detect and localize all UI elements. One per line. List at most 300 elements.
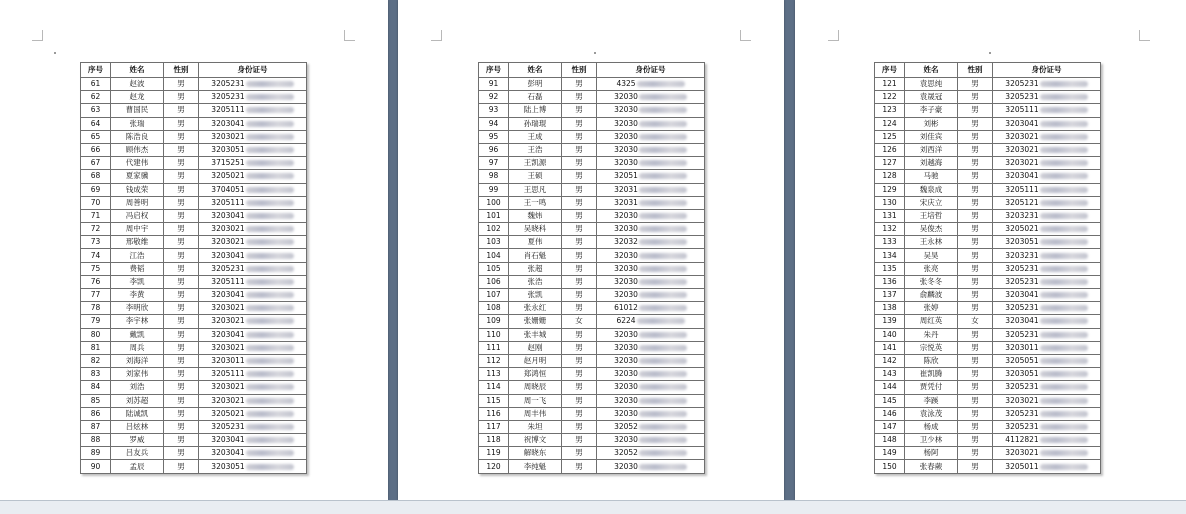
cell-id — [199, 196, 307, 209]
cell-seq: 74 — [81, 249, 111, 262]
table-row — [875, 183, 1101, 196]
table-row — [875, 368, 1101, 381]
id-prefix: 3203021 — [1005, 395, 1039, 405]
cell-name: 江浩 — [111, 249, 164, 262]
cell-name: 张亮 — [905, 262, 958, 275]
cell-sex: 男 — [164, 157, 199, 170]
cell-seq: 103 — [479, 236, 509, 249]
redacted-id-blur — [639, 226, 687, 232]
cell-id — [993, 394, 1101, 407]
table-row — [81, 289, 307, 302]
redacted-id-blur — [1040, 464, 1088, 470]
id-prefix: 3203021 — [1005, 145, 1039, 155]
cell-sex: 男 — [958, 157, 993, 170]
margin-corner-top-right — [740, 30, 751, 41]
table-row — [81, 262, 307, 275]
cell-sex: 男 — [562, 341, 597, 354]
cell-id — [199, 249, 307, 262]
redacted-id-blur — [246, 147, 294, 153]
table-row — [479, 170, 705, 183]
cell-seq: 77 — [81, 289, 111, 302]
cell-sex: 男 — [164, 170, 199, 183]
cell-name: 贾凭付 — [905, 381, 958, 394]
cell-seq: 138 — [875, 302, 905, 315]
redacted-id-blur — [1040, 187, 1088, 193]
cell-name: 周兵 — [111, 341, 164, 354]
table-row — [81, 223, 307, 236]
redacted-id-blur — [246, 437, 294, 443]
cell-id — [993, 157, 1101, 170]
redacted-id-blur — [639, 411, 687, 417]
table-row — [479, 196, 705, 209]
id-prefix: 3203231 — [1005, 250, 1039, 260]
table-row — [479, 223, 705, 236]
table-row — [875, 170, 1101, 183]
cell-sex: 男 — [562, 78, 597, 91]
cell-sex: 男 — [562, 249, 597, 262]
cell-seq: 149 — [875, 447, 905, 460]
table-row — [875, 354, 1101, 367]
table-row — [81, 460, 307, 473]
cell-name: 杨阿 — [905, 447, 958, 460]
cell-name: 张姗姗 — [509, 315, 562, 328]
cell-name: 夏伟 — [509, 236, 562, 249]
cell-seq: 125 — [875, 130, 905, 143]
cell-id — [993, 143, 1101, 156]
redacted-id-blur — [639, 160, 687, 166]
table-row — [875, 249, 1101, 262]
cell-sex: 男 — [164, 236, 199, 249]
cell-seq: 94 — [479, 117, 509, 130]
id-prefix: 3205231 — [1005, 408, 1039, 418]
cell-id — [199, 130, 307, 143]
redacted-id-blur — [639, 398, 687, 404]
table-row — [81, 368, 307, 381]
cell-seq: 82 — [81, 354, 111, 367]
cell-id — [199, 143, 307, 156]
cell-sex: 男 — [164, 354, 199, 367]
roster-table — [478, 62, 705, 474]
cell-name: 陆上博 — [509, 104, 562, 117]
table-row — [81, 170, 307, 183]
header-seq: 序号 — [81, 63, 111, 78]
table-row — [81, 381, 307, 394]
redacted-id-blur — [639, 121, 687, 127]
roster-table — [874, 62, 1101, 474]
id-prefix: 3205021 — [1005, 224, 1039, 234]
cell-sex: 男 — [958, 236, 993, 249]
cell-seq: 136 — [875, 275, 905, 288]
redacted-id-blur — [1040, 345, 1088, 351]
cell-sex: 男 — [958, 460, 993, 473]
redacted-id-blur — [1040, 305, 1088, 311]
cell-id — [993, 130, 1101, 143]
table-row — [81, 328, 307, 341]
redacted-id-blur — [1040, 134, 1088, 140]
cell-seq: 85 — [81, 394, 111, 407]
cell-name: 马驰 — [905, 170, 958, 183]
id-prefix: 32052 — [614, 448, 638, 458]
table-row — [81, 117, 307, 130]
cell-id — [199, 368, 307, 381]
redacted-id-blur — [246, 173, 294, 179]
cell-sex: 男 — [958, 170, 993, 183]
cell-id — [597, 275, 705, 288]
cell-seq: 133 — [875, 236, 905, 249]
cell-name: 肖石魁 — [509, 249, 562, 262]
cell-name: 张永红 — [509, 302, 562, 315]
redacted-id-blur — [639, 305, 687, 311]
redacted-id-blur — [639, 437, 687, 443]
cell-sex: 男 — [958, 420, 993, 433]
cell-name: 邢敬维 — [111, 236, 164, 249]
redacted-id-blur — [246, 226, 294, 232]
cell-id — [597, 368, 705, 381]
table-row — [875, 315, 1101, 328]
redacted-id-blur — [1040, 173, 1088, 179]
id-prefix: 3205111 — [211, 369, 245, 379]
table-row — [875, 394, 1101, 407]
header-name: 姓名 — [111, 63, 164, 78]
cell-seq: 142 — [875, 354, 905, 367]
cell-name: 戴凯 — [111, 328, 164, 341]
cell-seq: 61 — [81, 78, 111, 91]
cell-name: 李凯 — [111, 275, 164, 288]
id-prefix: 32031 — [614, 184, 638, 194]
cell-name: 刘家伟 — [111, 368, 164, 381]
cell-seq: 105 — [479, 262, 509, 275]
redacted-id-blur — [1040, 160, 1088, 166]
cell-seq: 115 — [479, 394, 509, 407]
cell-id — [597, 434, 705, 447]
redacted-id-blur — [246, 107, 294, 113]
cell-sex: 男 — [164, 183, 199, 196]
cell-seq: 144 — [875, 381, 905, 394]
cell-sex: 男 — [562, 157, 597, 170]
table-row — [479, 91, 705, 104]
id-prefix: 3205231 — [1005, 382, 1039, 392]
cell-name: 费韬 — [111, 262, 164, 275]
redacted-id-blur — [246, 358, 294, 364]
table-row — [875, 117, 1101, 130]
redacted-id-blur — [246, 94, 294, 100]
header-name: 姓名 — [905, 63, 958, 78]
redacted-id-blur — [1040, 94, 1088, 100]
cell-name: 魏泉成 — [905, 183, 958, 196]
id-prefix: 32030 — [614, 131, 638, 141]
cell-sex: 男 — [958, 223, 993, 236]
cell-seq: 76 — [81, 275, 111, 288]
cell-seq: 110 — [479, 328, 509, 341]
cell-sex: 男 — [164, 209, 199, 222]
cell-sex: 男 — [164, 275, 199, 288]
redacted-id-blur — [639, 450, 687, 456]
cell-sex: 男 — [958, 289, 993, 302]
cell-seq: 107 — [479, 289, 509, 302]
cell-seq: 63 — [81, 104, 111, 117]
cell-id — [597, 407, 705, 420]
id-prefix: 3205021 — [211, 408, 245, 418]
cell-name: 吴昊 — [905, 249, 958, 262]
cell-name: 郑鸿恒 — [509, 368, 562, 381]
document-page-1 — [0, 0, 388, 500]
cell-id — [597, 315, 705, 328]
table-header-row — [875, 63, 1101, 78]
cell-id — [993, 196, 1101, 209]
cell-name: 张冬冬 — [905, 275, 958, 288]
cell-id — [199, 407, 307, 420]
table-row — [479, 289, 705, 302]
cell-seq: 114 — [479, 381, 509, 394]
cell-id — [597, 143, 705, 156]
cell-id — [993, 381, 1101, 394]
redacted-id-blur — [639, 253, 687, 259]
cell-seq: 71 — [81, 209, 111, 222]
table-row — [81, 104, 307, 117]
cell-id — [597, 170, 705, 183]
id-prefix: 3205051 — [1005, 356, 1039, 366]
table-row — [875, 447, 1101, 460]
paragraph-mark — [54, 52, 56, 54]
redacted-id-blur — [1040, 450, 1088, 456]
id-prefix: 3205011 — [1005, 461, 1039, 471]
cell-name: 吴晓科 — [509, 223, 562, 236]
cell-seq: 148 — [875, 434, 905, 447]
id-prefix: 3205231 — [1005, 303, 1039, 313]
id-prefix: 3203011 — [211, 356, 245, 366]
id-prefix: 3203041 — [1005, 316, 1039, 326]
cell-sex: 男 — [562, 183, 597, 196]
cell-seq: 123 — [875, 104, 905, 117]
cell-id — [199, 394, 307, 407]
cell-name: 顾伟杰 — [111, 143, 164, 156]
redacted-id-blur — [1040, 318, 1088, 324]
cell-name: 张浩 — [509, 275, 562, 288]
cell-id — [199, 170, 307, 183]
cell-seq: 117 — [479, 420, 509, 433]
cell-sex: 男 — [164, 381, 199, 394]
cell-seq: 135 — [875, 262, 905, 275]
cell-id — [597, 420, 705, 433]
cell-name: 周红英 — [905, 315, 958, 328]
redacted-id-blur — [246, 239, 294, 245]
cell-sex: 男 — [562, 407, 597, 420]
table-row — [81, 447, 307, 460]
cell-name: 魏炜 — [509, 209, 562, 222]
cell-seq: 73 — [81, 236, 111, 249]
cell-seq: 109 — [479, 315, 509, 328]
cell-name: 张超 — [509, 262, 562, 275]
cell-seq: 91 — [479, 78, 509, 91]
cell-seq: 118 — [479, 434, 509, 447]
cell-sex: 男 — [958, 381, 993, 394]
header-id: 身份证号 — [597, 63, 705, 78]
cell-sex: 男 — [164, 315, 199, 328]
redacted-id-blur — [246, 398, 294, 404]
table-row — [479, 460, 705, 473]
id-prefix: 3203021 — [211, 342, 245, 352]
cell-id — [597, 78, 705, 91]
cell-sex: 男 — [958, 130, 993, 143]
redacted-id-blur — [246, 160, 294, 166]
table-row — [875, 407, 1101, 420]
cell-id — [597, 236, 705, 249]
cell-id — [993, 104, 1101, 117]
id-prefix: 3203041 — [211, 210, 245, 220]
id-prefix: 32030 — [614, 105, 638, 115]
cell-seq: 86 — [81, 407, 111, 420]
cell-id — [597, 341, 705, 354]
cell-name: 李子豪 — [905, 104, 958, 117]
redacted-id-blur — [1040, 424, 1088, 430]
id-prefix: 3205231 — [1005, 329, 1039, 339]
redacted-id-blur — [639, 173, 687, 179]
header-sex: 性别 — [164, 63, 199, 78]
window-bottom-edge — [0, 500, 1186, 514]
margin-corner-top-right — [1139, 30, 1150, 41]
paragraph-mark — [594, 52, 596, 54]
id-prefix: 3205231 — [1005, 421, 1039, 431]
cell-name: 赵刚 — [509, 341, 562, 354]
cell-seq: 126 — [875, 143, 905, 156]
cell-seq: 130 — [875, 196, 905, 209]
cell-name: 刘越海 — [905, 157, 958, 170]
table-row — [875, 104, 1101, 117]
cell-id — [993, 170, 1101, 183]
cell-id — [199, 460, 307, 473]
redacted-id-blur — [1040, 384, 1088, 390]
table-row — [479, 117, 705, 130]
cell-seq: 79 — [81, 315, 111, 328]
table-row — [81, 341, 307, 354]
cell-sex: 男 — [562, 354, 597, 367]
cell-sex: 男 — [164, 434, 199, 447]
cell-name: 刘浩 — [111, 381, 164, 394]
cell-seq: 66 — [81, 143, 111, 156]
cell-id — [199, 91, 307, 104]
cell-name: 周丰伟 — [509, 407, 562, 420]
id-prefix: 61012 — [614, 303, 638, 313]
id-prefix: 32030 — [614, 92, 638, 102]
redacted-id-blur — [639, 266, 687, 272]
cell-seq: 131 — [875, 209, 905, 222]
id-prefix: 3203041 — [211, 329, 245, 339]
cell-sex: 男 — [958, 91, 993, 104]
cell-id — [597, 381, 705, 394]
redacted-id-blur — [639, 424, 687, 430]
id-prefix: 32030 — [614, 408, 638, 418]
redacted-id-blur — [639, 371, 687, 377]
cell-seq: 104 — [479, 249, 509, 262]
cell-name: 刘海洋 — [111, 354, 164, 367]
table-row — [875, 434, 1101, 447]
table-row — [479, 157, 705, 170]
cell-id — [199, 434, 307, 447]
id-prefix: 3203041 — [211, 435, 245, 445]
table-row — [479, 302, 705, 315]
id-prefix: 3203041 — [211, 290, 245, 300]
cell-id — [993, 249, 1101, 262]
cell-sex: 男 — [958, 394, 993, 407]
table-row — [875, 289, 1101, 302]
cell-seq: 87 — [81, 420, 111, 433]
redacted-id-blur — [1040, 107, 1088, 113]
cell-name: 刘佳宾 — [905, 130, 958, 143]
cell-sex: 男 — [164, 394, 199, 407]
cell-id — [597, 447, 705, 460]
table-row — [479, 143, 705, 156]
cell-id — [993, 460, 1101, 473]
id-prefix: 3205111 — [211, 197, 245, 207]
cell-id — [993, 275, 1101, 288]
redacted-id-blur — [1040, 213, 1088, 219]
cell-seq: 99 — [479, 183, 509, 196]
table-row — [479, 328, 705, 341]
redacted-id-blur — [1040, 81, 1088, 87]
cell-seq: 141 — [875, 341, 905, 354]
cell-sex: 男 — [958, 196, 993, 209]
cell-sex: 男 — [164, 104, 199, 117]
cell-name: 陈欣 — [905, 354, 958, 367]
cell-seq: 137 — [875, 289, 905, 302]
cell-sex: 女 — [562, 315, 597, 328]
redacted-id-blur — [639, 107, 687, 113]
cell-name: 刘西洋 — [905, 143, 958, 156]
cell-sex: 男 — [958, 249, 993, 262]
cell-sex: 男 — [562, 223, 597, 236]
table-row — [81, 130, 307, 143]
table-row — [875, 157, 1101, 170]
id-prefix: 32051 — [614, 171, 638, 181]
cell-seq: 88 — [81, 434, 111, 447]
table-row — [479, 183, 705, 196]
table-row — [81, 183, 307, 196]
redacted-id-blur — [246, 121, 294, 127]
cell-seq: 80 — [81, 328, 111, 341]
cell-sex: 男 — [562, 328, 597, 341]
cell-id — [597, 209, 705, 222]
cell-sex: 男 — [958, 78, 993, 91]
id-prefix: 32030 — [614, 158, 638, 168]
cell-sex: 男 — [562, 196, 597, 209]
cell-sex: 男 — [958, 262, 993, 275]
table-row — [81, 354, 307, 367]
id-prefix: 3205021 — [211, 171, 245, 181]
id-prefix: 3205121 — [1005, 197, 1039, 207]
cell-seq: 120 — [479, 460, 509, 473]
cell-name: 罗威 — [111, 434, 164, 447]
cell-id — [199, 381, 307, 394]
table-row — [81, 236, 307, 249]
id-prefix: 3205111 — [1005, 184, 1039, 194]
id-prefix: 3203021 — [211, 224, 245, 234]
cell-name: 夏家骥 — [111, 170, 164, 183]
cell-id — [199, 289, 307, 302]
cell-sex: 男 — [562, 91, 597, 104]
header-id: 身份证号 — [993, 63, 1101, 78]
redacted-id-blur — [639, 345, 687, 351]
cell-sex: 男 — [562, 420, 597, 433]
margin-corner-top-right — [344, 30, 355, 41]
cell-sex: 男 — [562, 289, 597, 302]
redacted-id-blur — [639, 464, 687, 470]
redacted-id-blur — [246, 345, 294, 351]
cell-id — [597, 117, 705, 130]
table-row — [479, 275, 705, 288]
cell-sex: 男 — [958, 407, 993, 420]
header-sex: 性别 — [562, 63, 597, 78]
cell-id — [993, 262, 1101, 275]
